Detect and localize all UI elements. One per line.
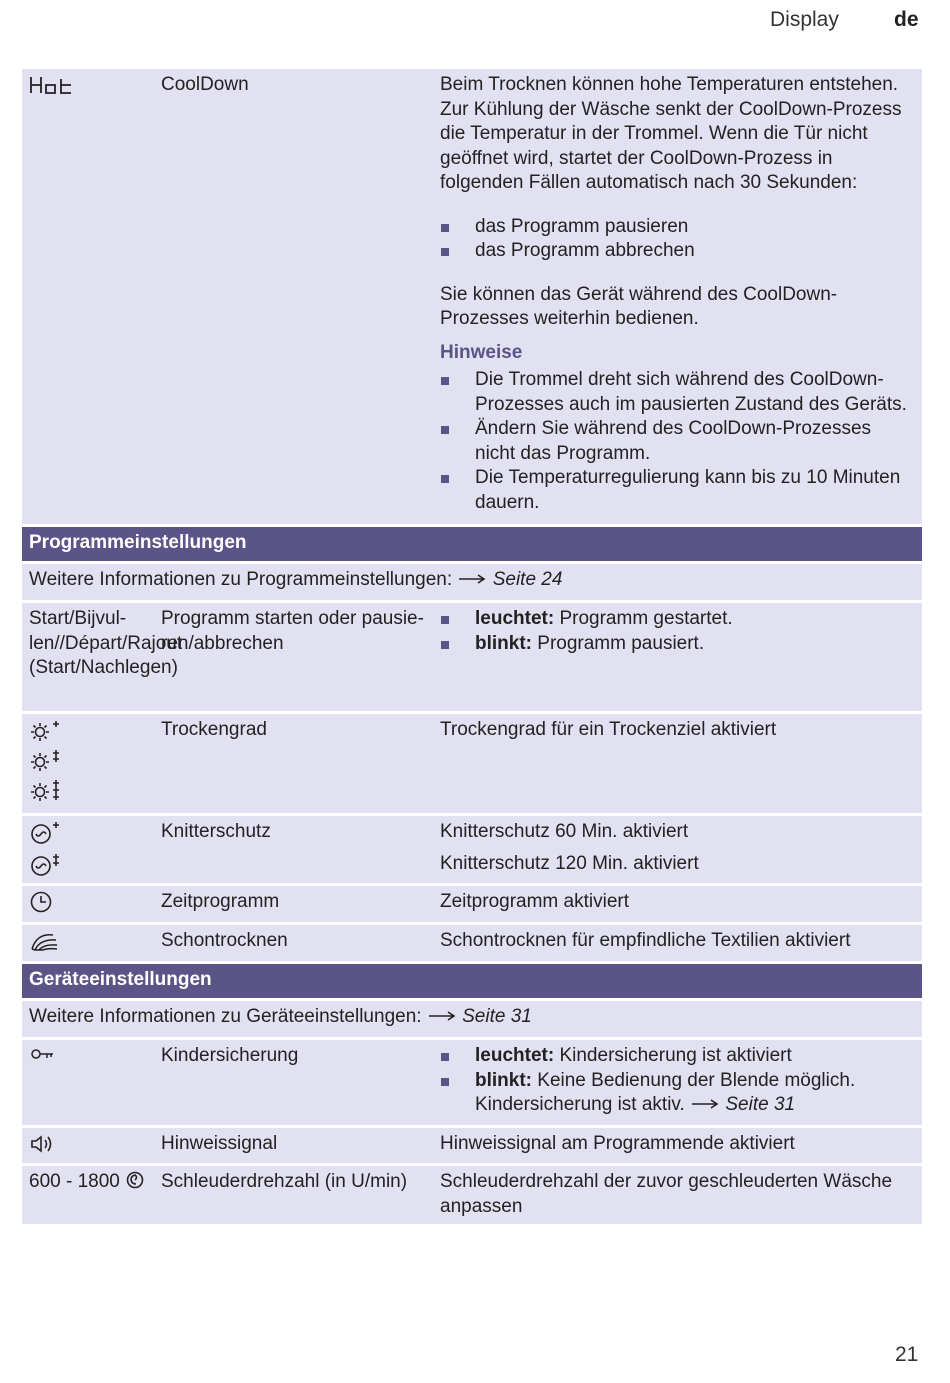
child-lock-row [22,1040,922,1128]
dry-level-name: Trockengrad [161,719,267,740]
crease-plus-plus-icon [29,852,161,882]
list-item: das Programm abbrechen [440,239,914,264]
signal-description: Hinweissignal am Programmende aktiviert [440,1133,795,1154]
anti-crease-name: Knitterschutz [161,821,271,842]
spin-name: Schleuderdrehzahl (in U/min) [161,1171,408,1192]
spin-range: 600 - 1800 [29,1171,120,1192]
child-lock-icon-cell [22,1040,161,1125]
signal-name: Hinweissignal [161,1133,278,1154]
gentle-dry-row [22,925,922,964]
anti-crease-icons [22,816,161,883]
dry-level-description: Trockengrad für ein Trockenziel aktiviert [440,719,777,740]
anti-crease-row [22,816,922,886]
list-item: leuchtet: Kindersicherung ist aktiviert [440,1044,914,1069]
cooldown-intro: Beim Trocknen können hohe Temperaturen entstehen. Zur Kühlung der Wäsche senkt der CoolDown-Prozess die Temperatur in der Trommel. Wenn die Tür nicht geöffnet wird, startet der CoolDown-Prozess in folgenden Fällen automatisch nach 30 Sekunden: [440,74,902,193]
anti-crease-120: Knitterschutz 120 Min. aktiviert [440,852,699,874]
cooldown-cases-list [440,215,914,264]
anti-crease-description [440,816,922,883]
spin-label-cell [22,1166,161,1224]
gentle-dry-description: Schontrocknen für empfindliche Textilien aktiviert [440,930,851,951]
hot-display-icon [29,73,75,97]
list-item: Ändern Sie während des CoolDown-Prozesses nicht das Programm. [440,417,914,466]
timer-icon-cell [22,886,161,922]
timer-name: Zeitprogramm [161,891,280,912]
start-row [22,603,922,714]
cooldown-name: CoolDown [161,74,249,95]
device-settings-heading: Geräteeinstellungen [22,964,922,1001]
sun-plus-plus-plus-icon [29,778,161,808]
sun-plus-plus-icon [29,748,161,778]
gentle-dry-icon-cell [22,925,161,961]
start-label: Start/Bijvul-len//Départ/Rajout (Start/Nachlegen) [29,608,183,678]
list-item: das Programm pausieren [440,215,914,240]
sun-plus-icon [29,718,161,748]
cooldown-description [440,69,922,524]
spin-icon [125,1171,145,1189]
gentle-dry-name: Schontrocknen [161,930,288,951]
timer-description: Zeitprogramm aktiviert [440,891,629,912]
signal-row [22,1128,922,1166]
anti-crease-60: Knitterschutz 60 Min. aktiviert [440,821,689,842]
list-item: Die Trommel dreht sich während des CoolDown-Prozesses auch im pausierten Zustand des Geräts. [440,368,914,417]
program-settings-info: Weitere Informationen zu Programmeinstellungen: [29,569,453,590]
cooldown-row [22,69,922,527]
child-lock-description [440,1040,922,1125]
crease-plus-icon [29,820,161,852]
device-settings-info: Weitere Informationen zu Geräteeinstellungen: [29,1006,422,1027]
display-table [22,69,922,1227]
page-number: 21 [895,1343,919,1366]
spin-row [22,1166,922,1227]
header-language: de [894,8,919,31]
program-settings-info-row [22,564,922,603]
program-settings-heading: Programmeinstellungen [22,527,922,564]
list-item: leuchtet: Programm gestartet. [440,607,914,632]
clock-icon [29,890,55,914]
arrow-icon [457,568,487,593]
cooldown-operate-note: Sie können das Gerät während des CoolDown-Prozesses weiterhin bedienen. [440,283,838,329]
header-section-title: Display [770,8,839,31]
hints-title: Hinweise [440,341,523,363]
child-lock-name: Kindersicherung [161,1045,299,1066]
child-lock-page-link[interactable]: Seite 31 [725,1094,796,1115]
signal-icon-cell [22,1128,161,1163]
timer-row [22,886,922,925]
device-settings-page-link[interactable]: Seite 31 [462,1006,532,1027]
dry-level-row [22,714,922,816]
speaker-icon [29,1132,59,1156]
arrow-icon [427,1005,457,1030]
device-settings-info-row [22,1001,922,1040]
arrow-icon [690,1093,720,1118]
cooldown-display-cell [22,69,161,524]
list-item: blinkt: Keine Bedienung der Blende möglich. Kindersicherung ist aktiv. Seite 31 [440,1069,914,1118]
spin-description: Schleuderdrehzahl der zuvor geschleuderten Wäsche anpassen [440,1171,893,1217]
program-settings-page-link[interactable]: Seite 24 [492,569,563,590]
gentle-dry-icon [29,929,61,953]
key-icon [29,1044,59,1066]
hints-list [440,368,914,515]
start-name: Programm starten oder pausie-ren/abbrechen [161,608,424,654]
list-item: blinkt: Programm pausiert. [440,632,914,657]
dry-level-icons [22,714,161,813]
start-description [440,603,922,711]
list-item: Die Temperaturregulierung kann bis zu 10 Minuten dauern. [440,466,914,515]
